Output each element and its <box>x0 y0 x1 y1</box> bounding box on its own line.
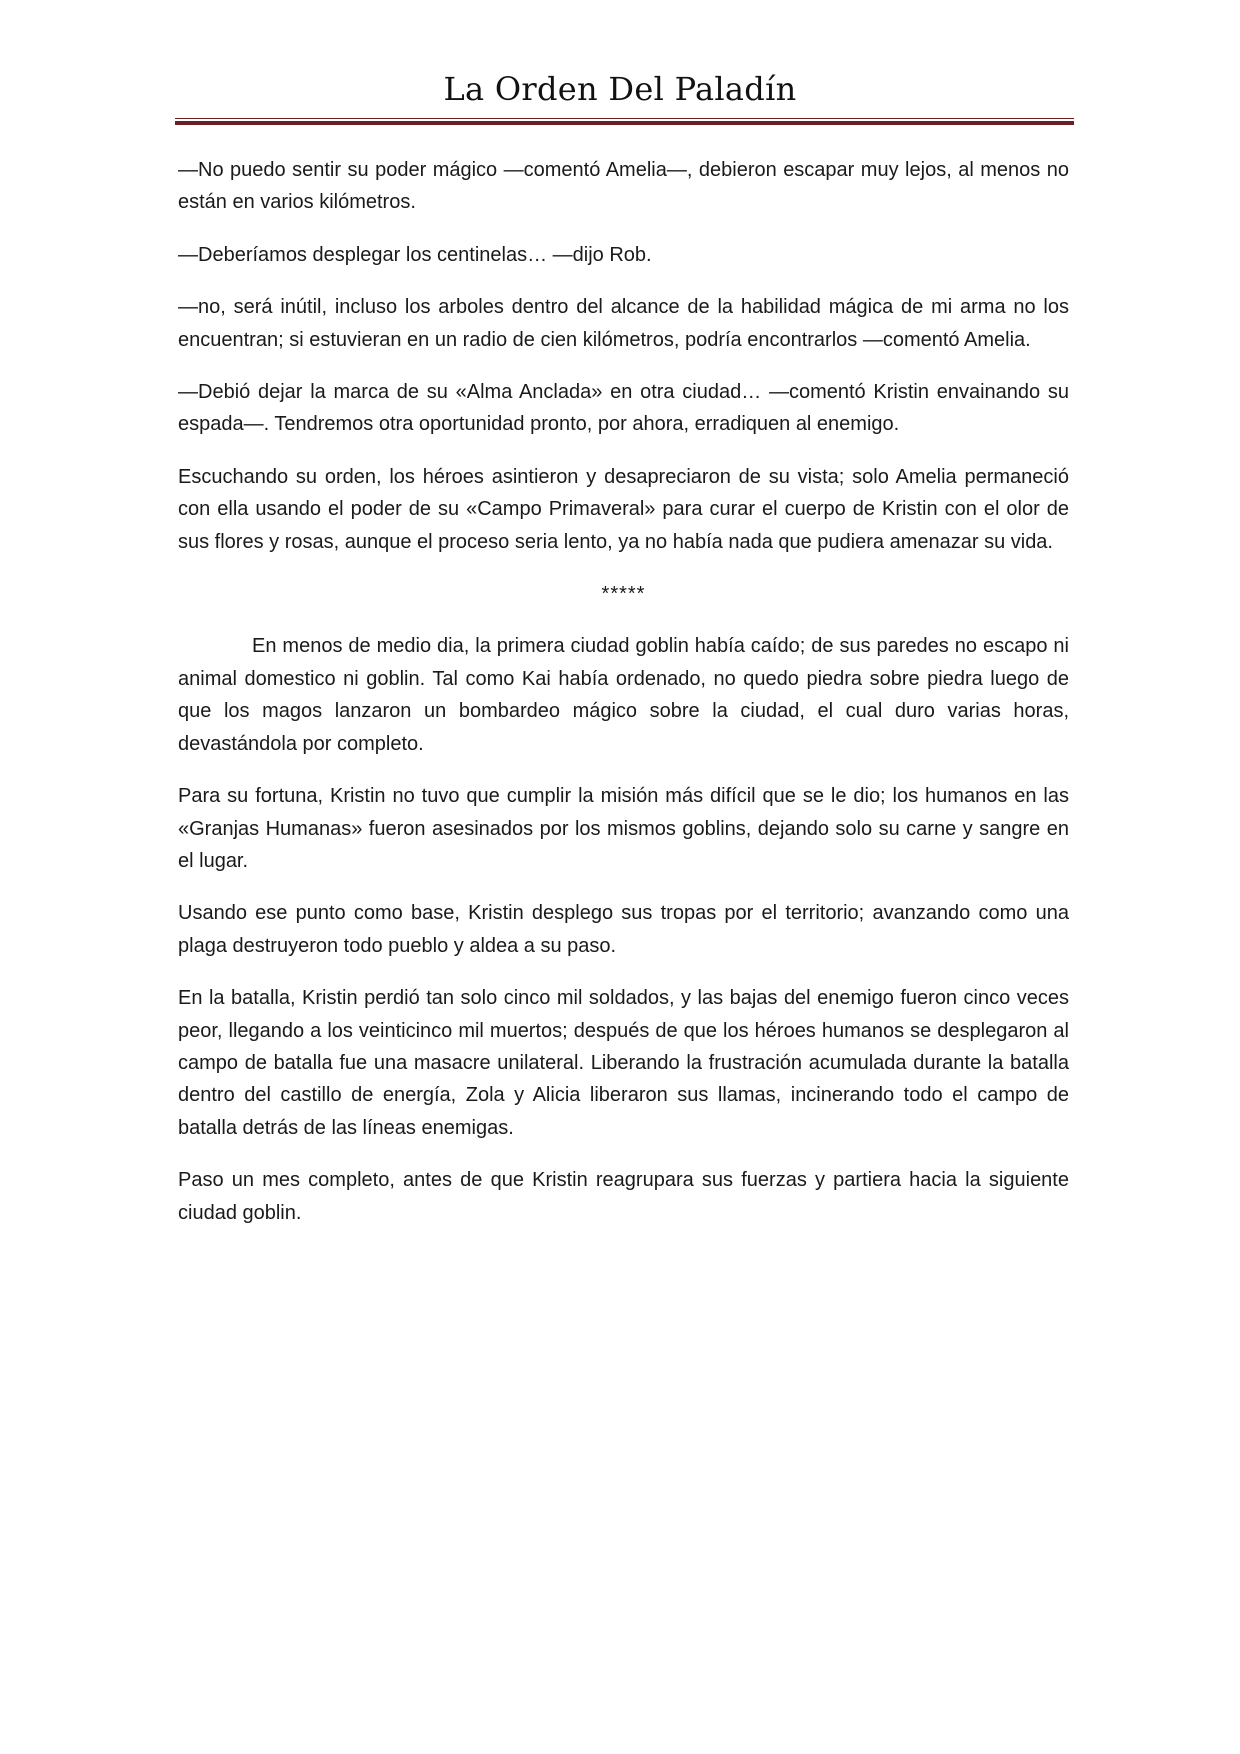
header-rule-thick-line <box>175 121 1074 125</box>
header-rule <box>175 118 1074 126</box>
paragraph: —No puedo sentir su poder mágico —comentó Amelia—, debieron escapar muy lejos, al menos no están en varios kilómetros. <box>178 159 1069 214</box>
paragraph: Paso un mes completo, antes de que Kristin reagrupara sus fuerzas y partiera hacia la siguiente ciudad goblin. <box>178 1169 1069 1224</box>
scene-break: ***** <box>601 583 646 606</box>
header-rule-thin-line <box>175 118 1074 119</box>
paragraph: —no, será inútil, incluso los arboles dentro del alcance de la habilidad mágica de mi arma no los encuentran; si estuvieran en un radio de cien kilómetros, podría encontrarlos —comentó Amelia. <box>178 296 1069 351</box>
paragraph: Usando ese punto como base, Kristin desplego sus tropas por el territorio; avanzando como una plaga destruyeron todo pueblo y aldea a su paso. <box>178 902 1069 957</box>
paragraph: En la batalla, Kristin perdió tan solo cinco mil soldados, y las bajas del enemigo fueron cinco veces peor, llegando a los veinticinco mil muertos; después de que los héroes humanos se desplegaron al campo de batalla fue una masacre unilateral. Liberando la frustración acumulada durante la batalla dentro del castillo de energía, Zola y Alicia liberaron sus llamas, incinerando todo el campo de batalla detrás de las líneas enemigas. <box>178 987 1069 1139</box>
paragraph: En menos de medio dia, la primera ciudad goblin había caído; de sus paredes no escapo ni animal domestico ni goblin. Tal como Kai había ordenado, no quedo piedra sobre piedra luego de que los magos lanzaron un bombardeo mágico sobre la ciudad, el cual duro varias horas, devastándola por completo. <box>178 635 1069 755</box>
paragraph: Para su fortuna, Kristin no tuvo que cumplir la misión más difícil que se le dio; los humanos en las «Granjas Humanas» fueron asesinados por los mismos goblins, dejando solo su carne y sangre en el lugar. <box>178 785 1069 872</box>
body-text <box>178 154 1069 1249</box>
paragraph: —Deberíamos desplegar los centinelas… —dijo Rob. <box>178 243 652 266</box>
page-header-title: La Orden Del Paladín <box>443 70 797 108</box>
paragraph: Escuchando su orden, los héroes asintieron y desapreciaron de su vista; solo Amelia permaneció con ella usando el poder de su «Campo Primaveral» para curar el cuerpo de Kristin con el olor de sus flores y rosas, aunque el proceso seria lento, ya no había nada que pudiera amenazar su vida. <box>178 465 1069 553</box>
paragraph: —Debió dejar la marca de su «Alma Anclada» en otra ciudad… —comentó Kristin envainando su espada—. Tendremos otra oportunidad pronto, por ahora, erradiquen al enemigo. <box>178 381 1069 436</box>
